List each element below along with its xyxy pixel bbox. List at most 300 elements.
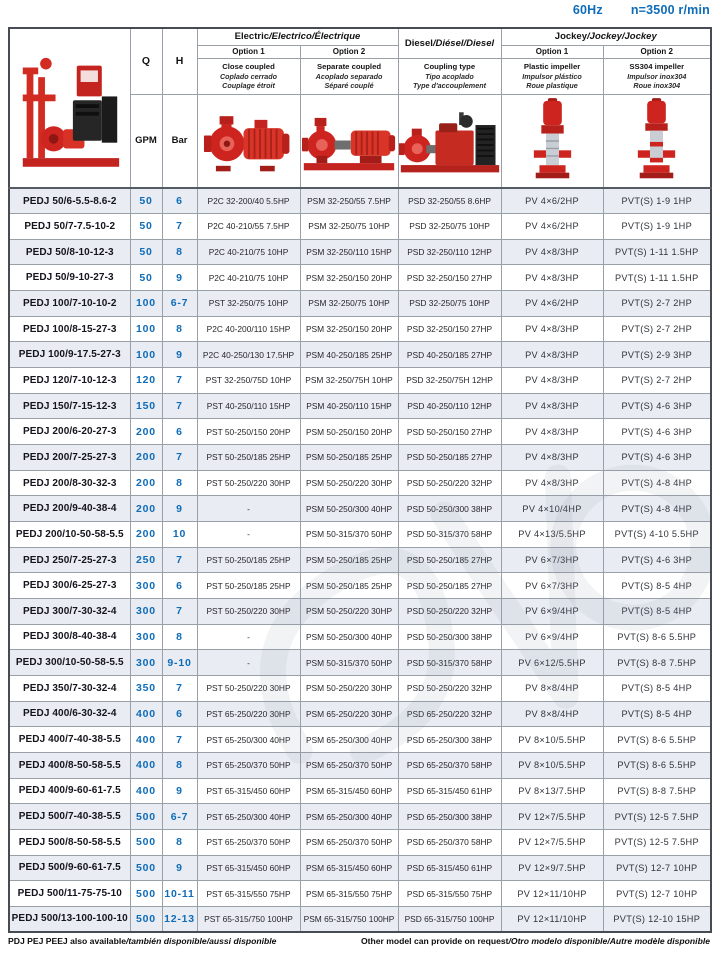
- ss304-impeller-jockey-pump-image: [603, 94, 711, 188]
- electric-option2-header: Option 2: [300, 45, 398, 58]
- cell-e1: PST 65-315/450 60HP: [197, 855, 300, 881]
- cell-q: 120: [130, 368, 162, 394]
- cell-e2: PSM 50-315/370 50HP: [300, 650, 398, 676]
- cell-j2: PVT(S) 8-8 7.5HP: [603, 778, 711, 804]
- cell-j2: PVT(S) 8-6 5.5HP: [603, 727, 711, 753]
- fire-pump-package-image: [9, 28, 130, 188]
- ss304-impeller-description: SS304 impeller Impulsor inox304 Roue inox304: [603, 58, 711, 94]
- fire-pump-package-illustration: [17, 40, 123, 176]
- cell-model: PEDJ 300/6-25-27-3: [9, 573, 130, 599]
- cell-d: PSD 50-250/185 27HP: [398, 547, 501, 573]
- cell-e1: PST 50-250/220 30HP: [197, 675, 300, 701]
- electric-option1-header: Option 1: [197, 45, 300, 58]
- q-column-header: Q: [130, 28, 162, 94]
- cell-j1: PV 4×8/3HP: [501, 419, 603, 445]
- cell-h: 7: [162, 368, 197, 394]
- cell-h: 9: [162, 342, 197, 368]
- cell-d: PSD 65-315/450 61HP: [398, 855, 501, 881]
- h-column-header: H: [162, 28, 197, 94]
- cell-h: 9: [162, 265, 197, 291]
- table-row: [9, 624, 711, 650]
- cell-j1: PV 4×8/3HP: [501, 239, 603, 265]
- cell-h: 7: [162, 393, 197, 419]
- cell-d: PSD 50-250/185 27HP: [398, 445, 501, 471]
- cell-q: 500: [130, 906, 162, 932]
- cell-model: PEDJ 400/7-40-38-5.5: [9, 727, 130, 753]
- cell-e2: PSM 50-250/300 40HP: [300, 624, 398, 650]
- table-row: [9, 470, 711, 496]
- cell-d: PSD 32-250/110 12HP: [398, 239, 501, 265]
- footer-left-translations: /también disponible/aussi disponible: [126, 936, 277, 946]
- cell-e2: PSM 65-250/220 30HP: [300, 701, 398, 727]
- cell-e2: PSM 65-250/370 50HP: [300, 752, 398, 778]
- cell-q: 400: [130, 752, 162, 778]
- cell-d: PSD 32-250/75H 12HP: [398, 368, 501, 394]
- cell-q: 300: [130, 573, 162, 599]
- cell-d: PSD 32-250/55 8.6HP: [398, 188, 501, 214]
- cell-j2: PVT(S) 4-6 3HP: [603, 547, 711, 573]
- cell-model: PEDJ 100/8-15-27-3: [9, 316, 130, 342]
- cell-e1: PST 65-250/300 40HP: [197, 727, 300, 753]
- cell-d: PSD 32-250/75 10HP: [398, 291, 501, 317]
- cell-e2: PSM 50-250/220 30HP: [300, 675, 398, 701]
- cell-j2: PVT(S) 8-5 4HP: [603, 701, 711, 727]
- table-row: [9, 573, 711, 599]
- cell-q: 500: [130, 881, 162, 907]
- table-row: [9, 316, 711, 342]
- cell-h: 9: [162, 855, 197, 881]
- cell-j2: PVT(S) 2-7 2HP: [603, 368, 711, 394]
- cell-d: PSD 50-250/220 32HP: [398, 599, 501, 625]
- cell-h: 6: [162, 701, 197, 727]
- cell-q: 400: [130, 701, 162, 727]
- cell-e1: PST 65-315/750 100HP: [197, 906, 300, 932]
- cell-j2: PVT(S) 1-9 1HP: [603, 214, 711, 240]
- cell-j1: PV 6×9/4HP: [501, 624, 603, 650]
- cell-h: 6: [162, 573, 197, 599]
- cell-j1: PV 4×6/2HP: [501, 214, 603, 240]
- cell-model: PEDJ 400/9-60-61-7.5: [9, 778, 130, 804]
- cell-e1: PST 50-250/220 30HP: [197, 470, 300, 496]
- cell-d: PSD 65-315/450 61HP: [398, 778, 501, 804]
- cell-h: 6-7: [162, 804, 197, 830]
- cell-e1: PST 50-250/185 25HP: [197, 445, 300, 471]
- cell-j1: PV 4×8/3HP: [501, 393, 603, 419]
- cell-e1: P2C 40-250/130 17.5HP: [197, 342, 300, 368]
- jockey-title: Jockey: [554, 31, 588, 43]
- cell-e2: PSM 32-250/75 10HP: [300, 291, 398, 317]
- cell-h: 8: [162, 624, 197, 650]
- cell-q: 100: [130, 316, 162, 342]
- speed-label: n=3500 r/min: [630, 3, 710, 17]
- cell-q: 200: [130, 445, 162, 471]
- cell-model: PEDJ 50/6-5.5-8.6-2: [9, 188, 130, 214]
- cell-d: PSD 50-250/220 32HP: [398, 675, 501, 701]
- cell-j2: PVT(S) 4-6 3HP: [603, 419, 711, 445]
- cell-j2: PVT(S) 8-5 4HP: [603, 675, 711, 701]
- cell-d: PSD 50-315/370 58HP: [398, 650, 501, 676]
- cell-q: 50: [130, 265, 162, 291]
- footer-right-translations: /Otro modelo disponible/Autre modèle disponible: [508, 936, 710, 946]
- close-coupled-description: Close coupled Coplado cerrado Couplage étroit: [197, 58, 300, 94]
- cell-j2: PVT(S) 12-7 10HP: [603, 855, 711, 881]
- table-row: [9, 599, 711, 625]
- cell-j2: PVT(S) 8-5 4HP: [603, 573, 711, 599]
- cell-e2: PSM 32-250/75H 10HP: [300, 368, 398, 394]
- cell-d: PSD 50-250/300 38HP: [398, 624, 501, 650]
- cell-j1: PV 6×9/4HP: [501, 599, 603, 625]
- cell-q: 300: [130, 624, 162, 650]
- cell-h: 8: [162, 239, 197, 265]
- cell-h: 8: [162, 752, 197, 778]
- cell-h: 6: [162, 188, 197, 214]
- cell-h: 10-11: [162, 881, 197, 907]
- cell-j2: PVT(S) 4-6 3HP: [603, 445, 711, 471]
- cell-j1: PV 8×8/4HP: [501, 675, 603, 701]
- cell-e1: -: [197, 496, 300, 522]
- cell-e1: -: [197, 650, 300, 676]
- table-row: [9, 675, 711, 701]
- table-row: [9, 496, 711, 522]
- cell-model: PEDJ 50/7-7.5-10-2: [9, 214, 130, 240]
- cell-q: 500: [130, 829, 162, 855]
- cell-j2: PVT(S) 4-8 4HP: [603, 470, 711, 496]
- cell-e2: PSM 50-250/300 40HP: [300, 496, 398, 522]
- jockey-title-translations: /Jockey/Jockey: [587, 31, 657, 43]
- cell-j2: PVT(S) 4-8 4HP: [603, 496, 711, 522]
- cell-j1: PV 4×8/3HP: [501, 316, 603, 342]
- cell-j2: PVT(S) 12-5 7.5HP: [603, 829, 711, 855]
- cell-j1: PV 8×8/4HP: [501, 701, 603, 727]
- cell-h: 7: [162, 675, 197, 701]
- footer-left-main: PDJ PEJ PEEJ also available: [8, 936, 126, 946]
- table-row: [9, 778, 711, 804]
- cell-q: 50: [130, 239, 162, 265]
- cell-h: 7: [162, 727, 197, 753]
- cell-model: PEDJ 500/13-100-100-10: [9, 906, 130, 932]
- cell-j1: PV 4×8/3HP: [501, 470, 603, 496]
- cell-e2: PSM 32-250/55 7.5HP: [300, 188, 398, 214]
- cell-h: 7: [162, 599, 197, 625]
- electric-group-header: [197, 28, 398, 45]
- cell-d: PSD 32-250/150 27HP: [398, 316, 501, 342]
- plastic-impeller-description: Plastic impeller Impulsor plástico Roue plastique: [501, 58, 603, 94]
- cell-q: 400: [130, 727, 162, 753]
- cell-q: 200: [130, 419, 162, 445]
- table-row: [9, 239, 711, 265]
- cell-d: PSD 50-315/370 58HP: [398, 522, 501, 548]
- coupling-type-description: Coupling type Tipo acoplado Type d'accouplement: [398, 58, 501, 94]
- cell-d: PSD 65-250/300 38HP: [398, 804, 501, 830]
- cell-d: PSD 50-250/185 27HP: [398, 573, 501, 599]
- cell-j2: PVT(S) 1-11 1.5HP: [603, 239, 711, 265]
- cell-j1: PV 4×8/3HP: [501, 342, 603, 368]
- cell-j2: PVT(S) 1-9 1HP: [603, 188, 711, 214]
- table-row: [9, 291, 711, 317]
- cell-e2: PSM 50-250/185 25HP: [300, 573, 398, 599]
- cell-q: 200: [130, 522, 162, 548]
- pump-selection-table: [8, 27, 712, 933]
- table-row: [9, 393, 711, 419]
- q-unit-header: GPM: [130, 94, 162, 188]
- cell-model: PEDJ 300/7-30-32-4: [9, 599, 130, 625]
- cell-j1: PV 12×7/5.5HP: [501, 804, 603, 830]
- cell-h: 7: [162, 214, 197, 240]
- cell-e2: PSM 50-250/150 20HP: [300, 419, 398, 445]
- cell-e1: P2C 40-210/75 10HP: [197, 239, 300, 265]
- cell-d: PSD 50-250/220 32HP: [398, 470, 501, 496]
- table-row: [9, 445, 711, 471]
- footer-right-note: [361, 936, 710, 946]
- cell-h: 9-10: [162, 650, 197, 676]
- jockey-group-header: [501, 28, 711, 45]
- cell-e1: PST 65-315/450 60HP: [197, 778, 300, 804]
- cell-h: 8: [162, 316, 197, 342]
- cell-e1: PST 50-250/185 25HP: [197, 573, 300, 599]
- cell-q: 500: [130, 855, 162, 881]
- cell-e2: PSM 65-315/550 75HP: [300, 881, 398, 907]
- cell-e2: PSM 40-250/185 25HP: [300, 342, 398, 368]
- table-row: [9, 265, 711, 291]
- cell-e1: PST 50-250/220 30HP: [197, 599, 300, 625]
- cell-e1: P2C 40-200/110 15HP: [197, 316, 300, 342]
- cell-e2: PSM 40-250/110 15HP: [300, 393, 398, 419]
- diesel-group-header: [398, 28, 501, 58]
- table-row: [9, 855, 711, 881]
- cell-e1: P2C 40-210/55 7.5HP: [197, 214, 300, 240]
- cell-model: PEDJ 100/9-17.5-27-3: [9, 342, 130, 368]
- cell-model: PEDJ 300/8-40-38-4: [9, 624, 130, 650]
- cell-h: 10: [162, 522, 197, 548]
- cell-j2: PVT(S) 12-10 15HP: [603, 906, 711, 932]
- cell-j1: PV 4×8/3HP: [501, 265, 603, 291]
- cell-q: 500: [130, 804, 162, 830]
- table-row: [9, 906, 711, 932]
- frequency-label: 60Hz: [572, 3, 603, 17]
- table-row: [9, 547, 711, 573]
- cell-e2: PSM 65-250/300 40HP: [300, 804, 398, 830]
- jockey-option1-header: Option 1: [501, 45, 603, 58]
- cell-j1: PV 6×12/5.5HP: [501, 650, 603, 676]
- cell-j1: PV 8×10/5.5HP: [501, 752, 603, 778]
- cell-j1: PV 8×13/7.5HP: [501, 778, 603, 804]
- table-row: [9, 804, 711, 830]
- cell-model: PEDJ 400/6-30-32-4: [9, 701, 130, 727]
- cell-h: 9: [162, 778, 197, 804]
- cell-q: 50: [130, 188, 162, 214]
- cell-e2: PSM 65-315/750 100HP: [300, 906, 398, 932]
- spec-line: [573, 3, 710, 17]
- cell-h: 9: [162, 496, 197, 522]
- cell-model: PEDJ 500/8-50-58-5.5: [9, 829, 130, 855]
- cell-e2: PSM 65-315/450 60HP: [300, 778, 398, 804]
- cell-j1: PV 4×6/2HP: [501, 291, 603, 317]
- cell-e2: PSM 50-250/220 30HP: [300, 599, 398, 625]
- diesel-coupling-pump-image: [398, 94, 501, 188]
- cell-j1: PV 4×6/2HP: [501, 188, 603, 214]
- cell-e2: PSM 65-250/370 50HP: [300, 829, 398, 855]
- table-row: [9, 368, 711, 394]
- cell-model: PEDJ 500/7-40-38-5.5: [9, 804, 130, 830]
- cell-d: PSD 65-250/370 58HP: [398, 752, 501, 778]
- cell-model: PEDJ 200/9-40-38-4: [9, 496, 130, 522]
- cell-j2: PVT(S) 1-11 1.5HP: [603, 265, 711, 291]
- cell-d: PSD 50-250/150 27HP: [398, 419, 501, 445]
- cell-q: 200: [130, 496, 162, 522]
- cell-d: PSD 32-250/75 10HP: [398, 214, 501, 240]
- cell-j2: PVT(S) 2-7 2HP: [603, 291, 711, 317]
- cell-model: PEDJ 500/9-60-61-7.5: [9, 855, 130, 881]
- cell-e2: PSM 50-315/370 50HP: [300, 522, 398, 548]
- cell-j1: PV 12×7/5.5HP: [501, 829, 603, 855]
- cell-model: PEDJ 200/6-20-27-3: [9, 419, 130, 445]
- cell-d: PSD 65-250/370 58HP: [398, 829, 501, 855]
- table-row: [9, 829, 711, 855]
- cell-d: PSD 65-315/550 75HP: [398, 881, 501, 907]
- cell-e2: PSM 50-250/185 25HP: [300, 445, 398, 471]
- cell-q: 250: [130, 547, 162, 573]
- separate-coupled-description: Separate coupled Acoplado separado Séparé couplé: [300, 58, 398, 94]
- cell-h: 7: [162, 547, 197, 573]
- cell-j1: PV 4×8/3HP: [501, 368, 603, 394]
- cell-e1: PST 50-250/150 20HP: [197, 419, 300, 445]
- cell-model: PEDJ 200/8-30-32-3: [9, 470, 130, 496]
- cell-h: 12-13: [162, 906, 197, 932]
- cell-e1: PST 32-250/75D 10HP: [197, 368, 300, 394]
- cell-h: 7: [162, 445, 197, 471]
- cell-j1: PV 12×11/10HP: [501, 906, 603, 932]
- table-row: [9, 701, 711, 727]
- table-row: [9, 188, 711, 214]
- cell-q: 150: [130, 393, 162, 419]
- cell-j1: PV 12×9/7.5HP: [501, 855, 603, 881]
- cell-e1: PST 32-250/75 10HP: [197, 291, 300, 317]
- cell-d: PSD 32-250/150 27HP: [398, 265, 501, 291]
- footer-right-main: Other model can provide on request: [360, 936, 509, 946]
- cell-j1: PV 8×10/5.5HP: [501, 727, 603, 753]
- cell-q: 350: [130, 675, 162, 701]
- cell-j2: PVT(S) 8-8 7.5HP: [603, 650, 711, 676]
- cell-j2: PVT(S) 12-5 7.5HP: [603, 804, 711, 830]
- cell-d: PSD 40-250/185 27HP: [398, 342, 501, 368]
- cell-h: 6: [162, 419, 197, 445]
- cell-e1: P2C 32-200/40 5.5HP: [197, 188, 300, 214]
- cell-e2: PSM 50-250/185 25HP: [300, 547, 398, 573]
- cell-d: PSD 50-250/300 38HP: [398, 496, 501, 522]
- cell-model: PEDJ 100/7-10-10-2: [9, 291, 130, 317]
- cell-j2: PVT(S) 2-7 2HP: [603, 316, 711, 342]
- cell-model: PEDJ 300/10-50-58-5.5: [9, 650, 130, 676]
- cell-d: PSD 65-250/300 38HP: [398, 727, 501, 753]
- close-coupled-pump-image: [197, 94, 300, 188]
- jockey-option2-header: Option 2: [603, 45, 711, 58]
- diesel-title: Diesel: [404, 37, 433, 49]
- cell-j1: PV 6×7/3HP: [501, 573, 603, 599]
- cell-h: 6-7: [162, 291, 197, 317]
- cell-e1: PST 65-250/220 30HP: [197, 701, 300, 727]
- cell-model: PEDJ 200/10-50-58-5.5: [9, 522, 130, 548]
- cell-model: PEDJ 400/8-50-58-5.5: [9, 752, 130, 778]
- table-row: [9, 881, 711, 907]
- cell-e1: PST 65-250/300 40HP: [197, 804, 300, 830]
- cell-model: PEDJ 120/7-10-12-3: [9, 368, 130, 394]
- cell-d: PSD 65-250/220 32HP: [398, 701, 501, 727]
- cell-model: PEDJ 500/11-75-75-10: [9, 881, 130, 907]
- table-row: [9, 419, 711, 445]
- cell-j2: PVT(S) 4-10 5.5HP: [603, 522, 711, 548]
- electric-title-translations: /Electrico/Électrique: [269, 31, 361, 43]
- cell-e1: -: [197, 522, 300, 548]
- cell-e2: PSM 50-250/220 30HP: [300, 470, 398, 496]
- cell-model: PEDJ 50/8-10-12-3: [9, 239, 130, 265]
- cell-e1: PST 50-250/185 25HP: [197, 547, 300, 573]
- cell-q: 300: [130, 599, 162, 625]
- plastic-impeller-jockey-pump-image: [501, 94, 603, 188]
- cell-d: PSD 65-315/750 100HP: [398, 906, 501, 932]
- table-row: [9, 650, 711, 676]
- cell-e2: PSM 32-250/150 20HP: [300, 316, 398, 342]
- cell-j1: PV 4×13/5.5HP: [501, 522, 603, 548]
- cell-j2: PVT(S) 8-5 4HP: [603, 599, 711, 625]
- cell-q: 50: [130, 214, 162, 240]
- cell-j2: PVT(S) 8-6 5.5HP: [603, 752, 711, 778]
- cell-e1: PST 40-250/110 15HP: [197, 393, 300, 419]
- cell-e1: PST 65-250/370 50HP: [197, 752, 300, 778]
- cell-q: 300: [130, 650, 162, 676]
- cell-j2: PVT(S) 8-6 5.5HP: [603, 624, 711, 650]
- separate-coupled-pump-image: [300, 94, 398, 188]
- cell-q: 400: [130, 778, 162, 804]
- table-row: [9, 727, 711, 753]
- cell-model: PEDJ 200/7-25-27-3: [9, 445, 130, 471]
- cell-h: 8: [162, 470, 197, 496]
- cell-j2: PVT(S) 4-6 3HP: [603, 393, 711, 419]
- cell-q: 200: [130, 470, 162, 496]
- cell-model: PEDJ 250/7-25-27-3: [9, 547, 130, 573]
- cell-model: PEDJ 50/9-10-27-3: [9, 265, 130, 291]
- table-row: [9, 522, 711, 548]
- footer-left-note: [8, 936, 276, 946]
- cell-e2: PSM 65-315/450 60HP: [300, 855, 398, 881]
- cell-e1: P2C 40-210/75 10HP: [197, 265, 300, 291]
- cell-e1: -: [197, 624, 300, 650]
- table-row: [9, 214, 711, 240]
- cell-h: 8: [162, 829, 197, 855]
- cell-j1: PV 4×8/3HP: [501, 445, 603, 471]
- cell-q: 100: [130, 291, 162, 317]
- h-unit-header: Bar: [162, 94, 197, 188]
- cell-d: PSD 40-250/110 12HP: [398, 393, 501, 419]
- table-row: [9, 342, 711, 368]
- cell-model: PEDJ 350/7-30-32-4: [9, 675, 130, 701]
- electric-title: Electric: [234, 31, 269, 43]
- cell-model: PEDJ 150/7-15-12-3: [9, 393, 130, 419]
- table-row: [9, 752, 711, 778]
- cell-j1: PV 4×10/4HP: [501, 496, 603, 522]
- cell-j1: PV 6×7/3HP: [501, 547, 603, 573]
- cell-q: 100: [130, 342, 162, 368]
- cell-j1: PV 12×11/10HP: [501, 881, 603, 907]
- cell-e2: PSM 32-250/75 10HP: [300, 214, 398, 240]
- cell-e1: PST 65-250/370 50HP: [197, 829, 300, 855]
- cell-e2: PSM 32-250/150 20HP: [300, 265, 398, 291]
- footer-notes: [8, 936, 710, 946]
- cell-e1: PST 65-315/550 75HP: [197, 881, 300, 907]
- cell-j2: PVT(S) 2-9 3HP: [603, 342, 711, 368]
- cell-j2: PVT(S) 12-7 10HP: [603, 881, 711, 907]
- cell-e2: PSM 32-250/110 15HP: [300, 239, 398, 265]
- cell-e2: PSM 65-250/300 40HP: [300, 727, 398, 753]
